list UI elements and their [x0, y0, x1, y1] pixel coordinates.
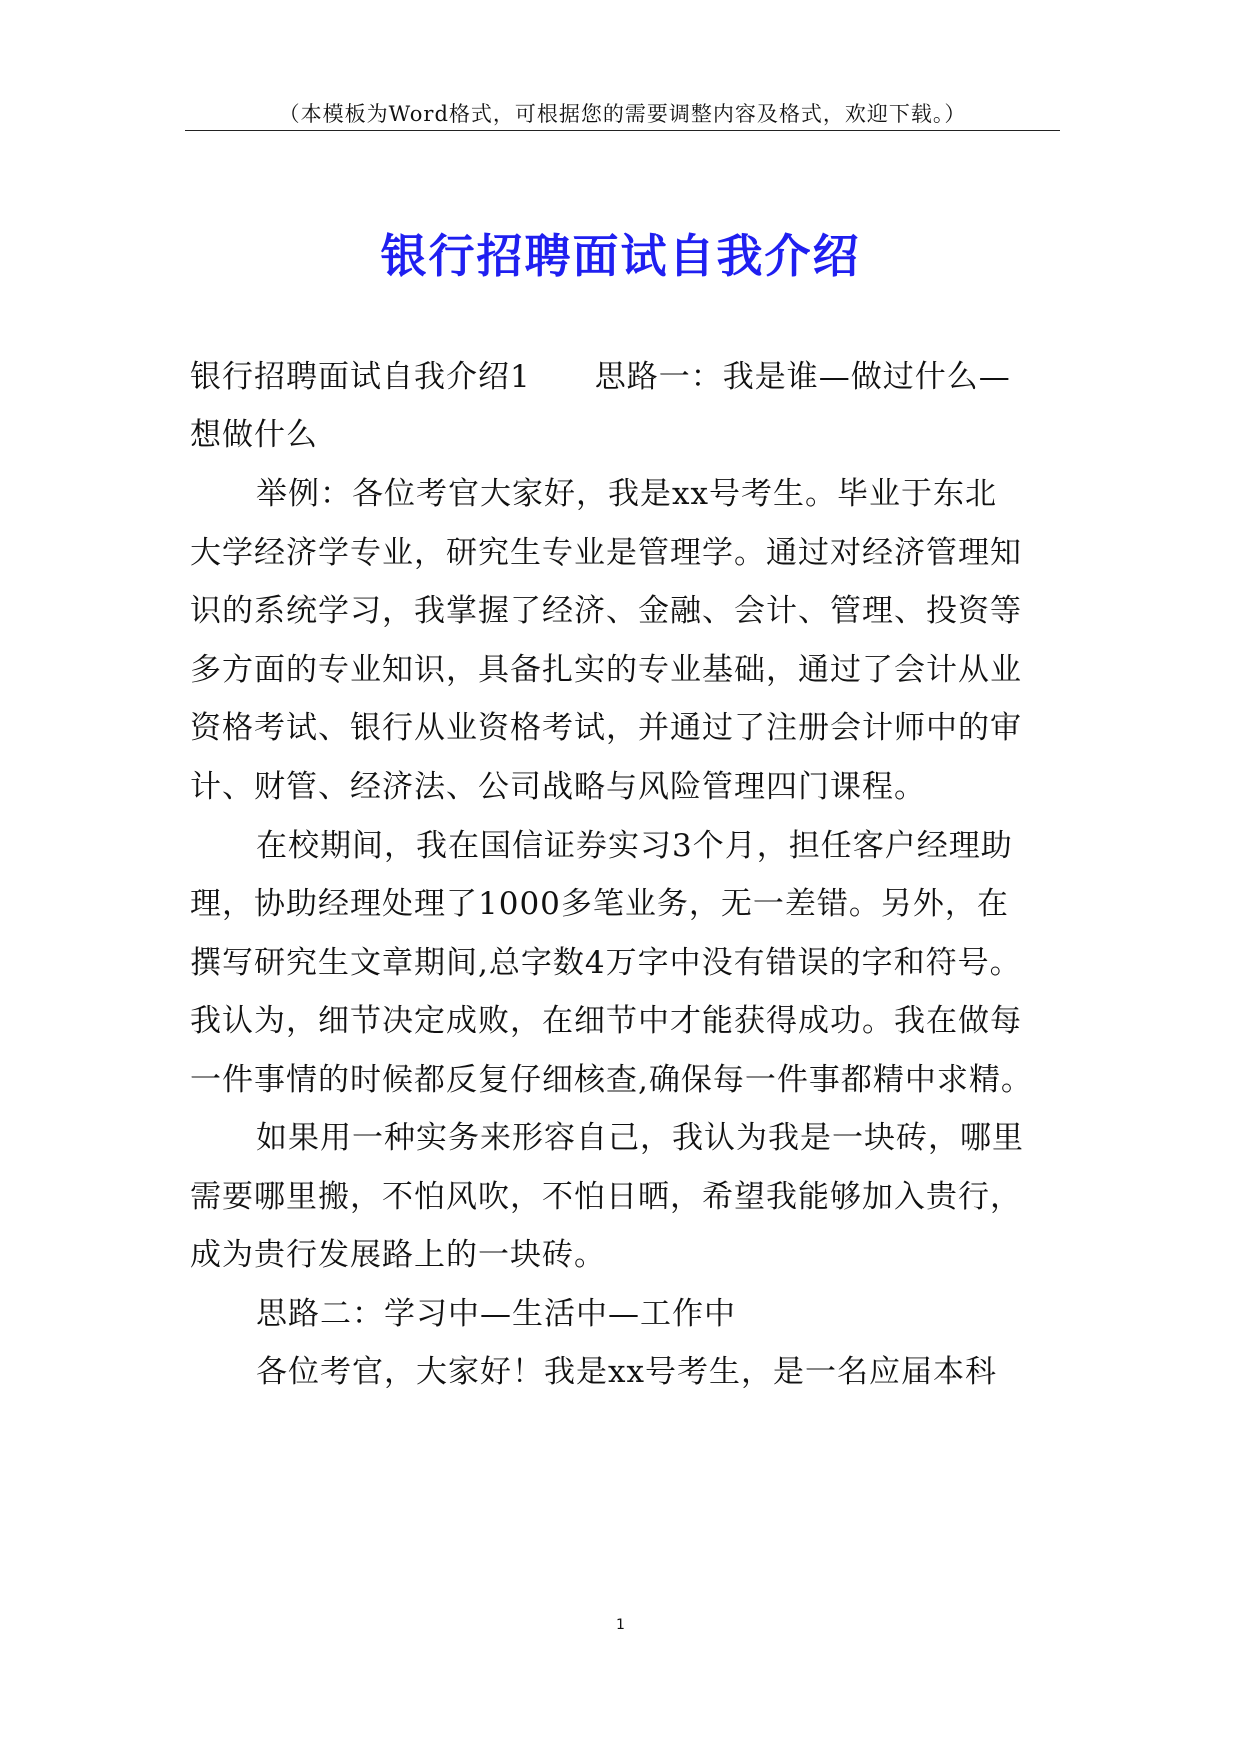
body-line: 需要哪里搬，不怕风吹，不怕日晒，希望我能够加入贵行， — [190, 1179, 1022, 1215]
document-title: 银行招聘面试自我介绍 — [380, 229, 861, 283]
section-heading-line: 思路二：学习中—生活中—工作中 — [256, 1296, 736, 1332]
header-divider — [185, 130, 1060, 131]
paragraph-start-line: 举例：各位考官大家好，我是xx号考生。毕业于东北 — [256, 476, 997, 512]
body-line: 识的系统学习，我掌握了经济、金融、会计、管理、投资等 — [190, 593, 1022, 629]
body-line: 银行招聘面试自我介绍1 思路一：我是谁—做过什么— — [190, 359, 1011, 395]
page-number: 1 — [616, 1617, 625, 1633]
body-line: 计、财管、经济法、公司战略与风险管理四门课程。 — [190, 769, 926, 805]
body-line: 多方面的专业知识，具备扎实的专业基础，通过了会计从业 — [190, 652, 1022, 688]
paragraph-start-line: 各位考官，大家好！我是xx号考生，是一名应届本科 — [256, 1354, 997, 1390]
body-line: 大学经济学专业，研究生专业是管理学。通过对经济管理知 — [190, 535, 1022, 571]
body-line: 我认为，细节决定成败，在细节中才能获得成功。我在做每 — [190, 1003, 1022, 1039]
body-line: 一件事情的时候都反复仔细核查,确保每一件事都精中求精。 — [190, 1062, 1033, 1098]
paragraph-start-line: 如果用一种实务来形容自己，我认为我是一块砖，哪里 — [256, 1120, 1024, 1156]
header-note: （本模板为Word格式，可根据您的需要调整内容及格式，欢迎下载。） — [278, 102, 967, 126]
body-line: 撰写研究生文章期间,总字数4万字中没有错误的字和符号。 — [190, 945, 1022, 981]
body-line: 想做什么 — [190, 417, 318, 453]
body-line: 成为贵行发展路上的一块砖。 — [190, 1237, 606, 1273]
paragraph-start-line: 在校期间，我在国信证券实习3个月，担任客户经理助 — [256, 828, 1013, 864]
body-line: 理，协助经理处理了1000多笔业务，无一差错。另外，在 — [190, 886, 1009, 922]
body-line: 资格考试、银行从业资格考试，并通过了注册会计师中的审 — [190, 710, 1022, 746]
